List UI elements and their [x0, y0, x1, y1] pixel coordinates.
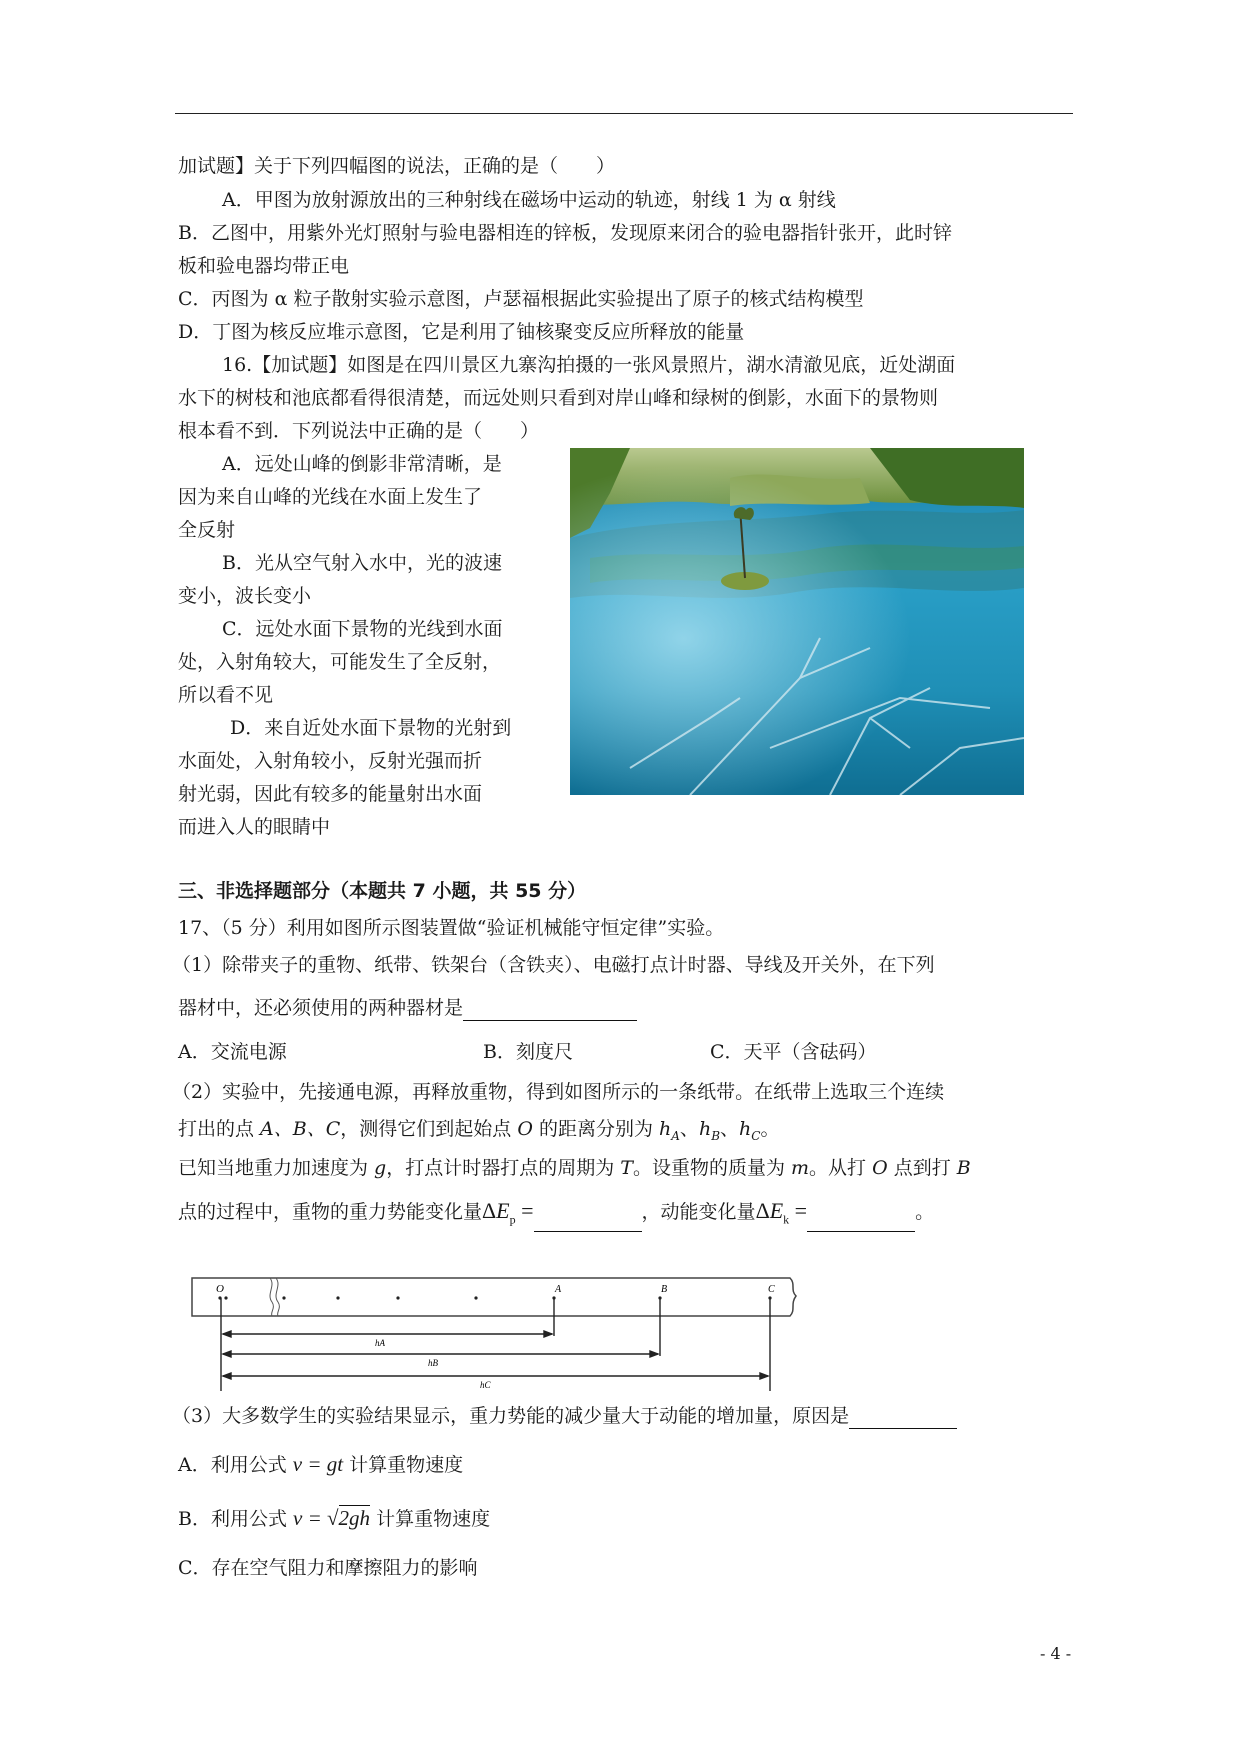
h-c: $h_C$: [739, 1118, 761, 1143]
q17-part2-line3: [178, 1155, 971, 1181]
q15-stem: 加试题】关于下列四幅图的说法，正确的是（ ）: [178, 155, 616, 177]
symbol-t: T: [620, 1157, 633, 1179]
section-3-title: 三、非选择题部分（本题共 7 小题，共 55 分）: [178, 880, 587, 902]
q15-option-b-line2: 板和验电器均带正电: [178, 255, 350, 277]
answer-blank-3[interactable]: [849, 1408, 957, 1429]
text-span: 已知当地重力加速度为: [178, 1157, 375, 1179]
text-span: 计算重物速度: [349, 1454, 464, 1476]
q16-option-c-line2: 处，入射角较大，可能发生了全反射，: [178, 651, 502, 673]
text-span: 打出的点: [178, 1118, 261, 1140]
symbol-m: m: [791, 1157, 810, 1179]
header-rule: [175, 113, 1073, 114]
q16-option-a-line3: 全反射: [178, 519, 236, 541]
lake-photo: [570, 448, 1024, 795]
point-o: O: [872, 1157, 888, 1179]
q15-option-d: D．丁图为核反应堆示意图，它是利用了铀核聚变反应所释放的能量: [178, 321, 745, 343]
q16-option-a-line2: 因为来自山峰的光线在水面上发生了: [178, 486, 483, 508]
q17-part2-line1: （2）实验中，先接通电源，再释放重物，得到如图所示的一条纸带。在纸带上选取三个连续: [172, 1081, 945, 1103]
q15-option-b-line1: B．乙图中，用紫外光灯照射与验电器相连的锌板，发现原来闭合的验电器指针张开，此时锌: [178, 222, 952, 244]
q15-option-a: A．甲图为放射源放出的三种射线在磁场中运动的轨迹，射线 1 为 α 射线: [222, 189, 836, 211]
tape-dist-hb: hB: [428, 1358, 438, 1368]
q17-part3-option-c: C．存在空气阻力和摩擦阻力的影响: [178, 1557, 478, 1579]
formula-v-gt: v = gt: [292, 1452, 344, 1476]
q16-stem-line2: 水下的树枝和池底都看得很清楚，而远处则只看到对岸山峰和绿树的倒影，水面下的景物则: [178, 387, 939, 409]
text-span: B．利用公式: [178, 1508, 287, 1530]
tape-label-a: A: [555, 1284, 562, 1295]
delta-ek: $\Delta E_k$ =: [755, 1198, 808, 1227]
q17-option-b: B．刻度尺: [483, 1041, 573, 1063]
points-abc: A、B、C: [260, 1118, 341, 1140]
q16-option-b-line2: 变小，波长变小: [178, 585, 312, 607]
answer-blank-ek[interactable]: [807, 1211, 915, 1232]
text-span: （3）大多数学生的实验结果显示，重力势能的减少量大于动能的增加量，原因是: [172, 1405, 850, 1427]
delta-ep: $\Delta E_p$ =: [482, 1198, 534, 1227]
point-o: O: [517, 1118, 533, 1140]
q16-option-c-line3: 所以看不见: [178, 684, 274, 706]
q16-stem-line3: 根本看不到．下列说法中正确的是（ ）: [178, 420, 540, 442]
tape-label-b: B: [661, 1284, 668, 1295]
text-span: ，动能变化量: [641, 1201, 756, 1223]
page-number: - 4 -: [1040, 1644, 1072, 1663]
q15-option-c: C．丙图为 α 粒子散射实验示意图，卢瑟福根据此实验提出了原子的核式结构模型: [178, 288, 864, 310]
q17-part3-option-b: [178, 1505, 490, 1532]
text-span: 的距离分别为: [532, 1118, 659, 1140]
q17-part2-line4: [178, 1198, 934, 1232]
q17-stem: 17、（5 分）利用如图所示图装置做“验证机械能守恒定律”实验。: [178, 917, 725, 939]
tape-label-o: O: [216, 1283, 224, 1295]
q16-stem-line1: 16.【加试题】如图是在四川景区九寨沟拍摄的一张风景照片，湖水清澈见底，近处湖面: [222, 354, 956, 376]
q17-part1-text: 器材中，还必须使用的两种器材是: [178, 997, 464, 1019]
q16-option-d-line3: 射光弱，因此有较多的能量射出水面: [178, 783, 483, 805]
q17-part1-line1: （1）除带夹子的重物、纸带、铁架台（含铁夹）、电磁打点计时器、导线及开关外，在下列: [172, 954, 935, 976]
text-span: ，测得它们到起始点: [340, 1118, 518, 1140]
paper-tape-diagram: [190, 1276, 810, 1394]
q16-option-a-line1: A．远处山峰的倒影非常清晰，是: [222, 453, 502, 475]
text-span: 点的过程中，重物的重力势能变化量: [178, 1201, 483, 1223]
symbol-g: g: [374, 1157, 387, 1179]
text-span: ，打点计时器打点的周期为: [386, 1157, 621, 1179]
text-span: 。设重物的质量为: [632, 1157, 791, 1179]
q17-part2-line2: 打出的点 A、B、C，测得它们到起始点 O 的距离分别为 $h_A$、$h_B$、$h_C$。: [178, 1118, 780, 1143]
h-b: $h_B$: [698, 1118, 721, 1143]
q17-part1-line2: [178, 995, 637, 1021]
q16-option-d-line1: D．来自近处水面下景物的光射到: [230, 717, 512, 739]
q16-option-c-line1: C．远处水面下景物的光线到水面: [222, 618, 503, 640]
q17-part3: [172, 1403, 957, 1429]
q17-part3-option-a: [178, 1451, 463, 1478]
q16-option-d-line4: 而进入人的眼睛中: [178, 816, 331, 838]
tape-label-c: C: [768, 1284, 775, 1295]
text-span: A．利用公式: [178, 1454, 287, 1476]
q17-option-a: A．交流电源: [178, 1041, 287, 1063]
q16-option-d-line2: 水面处，入射角较小，反射光强而折: [178, 750, 483, 772]
text-span: 点到打: [887, 1157, 957, 1179]
formula-v-sqrt-2gh: v = √2gh: [293, 1506, 371, 1530]
h-a: $h_A$: [659, 1118, 680, 1143]
text-span: 。: [915, 1201, 935, 1223]
answer-blank-1[interactable]: [463, 1000, 637, 1021]
tape-dist-ha: hA: [375, 1338, 385, 1348]
tape-dist-hc: hC: [480, 1380, 491, 1390]
answer-blank-ep[interactable]: [534, 1211, 642, 1232]
q17-option-c: C．天平（含砝码）: [710, 1041, 877, 1063]
point-b: B: [956, 1157, 971, 1179]
text-span: 计算重物速度: [376, 1508, 491, 1530]
q16-option-b-line1: B．光从空气射入水中，光的波速: [222, 552, 502, 574]
text-span: 。从打: [809, 1157, 873, 1179]
